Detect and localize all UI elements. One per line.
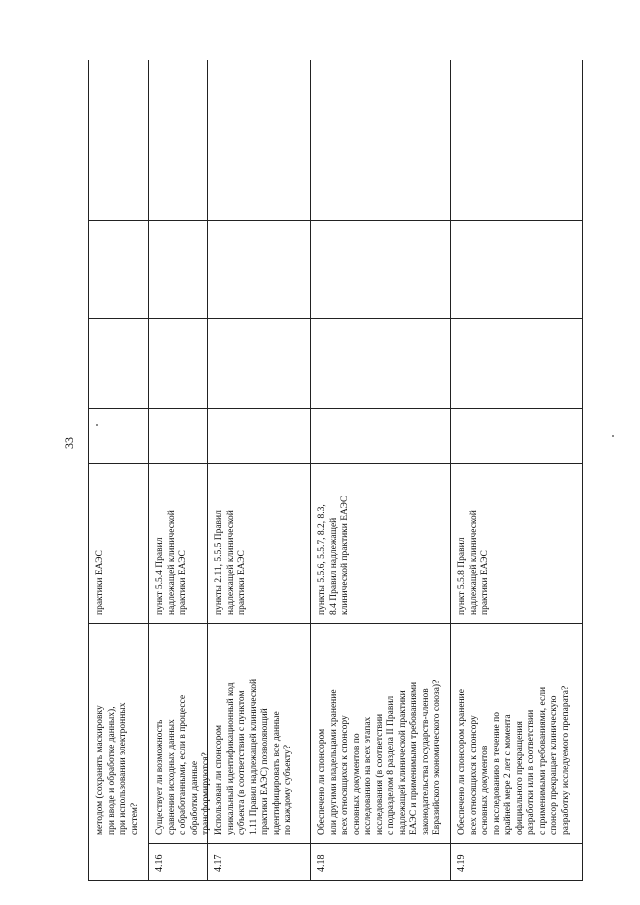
row-1-reference: пункт 5.5.4 Правил надлежащей клинической практики ЕАЭС: [155, 510, 188, 615]
column-divider: [88, 463, 583, 464]
table-border-bottom: [88, 880, 583, 881]
scan-speck: [96, 424, 98, 426]
column-divider: [88, 408, 583, 409]
row-divider: [310, 60, 311, 880]
column-divider: [88, 220, 583, 221]
column-divider: [88, 318, 583, 319]
row-2-reference: пункты 2.11, 5.5.5 Правил надлежащей клинической практики ЕАЭС: [214, 510, 247, 615]
table-border-right: [582, 60, 583, 880]
row-4-question: Обеспечено ли спонсором хранение всех относящихся к спонсору основных документов по исследованию в течение по крайней мере 2 лет с момента официального прекращения разработки или в соответствии с применимыми требованиями, если спонсор прекращает клиническую разработку исследуемого препарата?: [457, 685, 571, 835]
row-3-question: Обеспечено ли спонсором или другими владельцами хранение всех относящихся к спонсору основных документов по исследованию на всех этапах исследования (в соответствии с подразделом 8 раздела II Правил надлежащей клинической практики ЕАЭС и применимыми требованиями законодательства государств-членов Евразийского экономического союза)?: [317, 679, 442, 835]
row-2-number: 4.17: [213, 854, 224, 872]
row-4-reference: пункт 5.5.8 Правил надлежащей клинической практики ЕАЭС: [457, 510, 490, 615]
page-number: 33: [62, 437, 76, 449]
row-1-question: Существует ли возможность сравнения исходных данных с обработанными, если в процессе обработки данные трансформируются?: [155, 694, 211, 835]
row-0-reference: практики ЕАЭС: [95, 550, 105, 615]
row-divider: [450, 60, 451, 880]
row-1-number: 4.16: [154, 854, 165, 872]
row-3-number: 4.18: [316, 854, 327, 872]
row-0-question: методом (сохранять маскировку при вводе и обработке данных), при использовании электронных систем?: [95, 702, 140, 835]
row-2-question: Использован ли спонсором уникальный идентификационный код субъекта (в соответствии с пунктом 1.11 Правил надлежащей клинической практики ЕАЭС) позволяющий идентифицировать все данные по каждому субъекту?: [214, 678, 293, 835]
scan-speck: [612, 435, 614, 437]
column-divider: [148, 843, 583, 844]
column-divider: [88, 623, 583, 624]
row-4-number: 4.19: [456, 854, 467, 872]
row-3-reference: пункты 5.5.6, 5.5.7, 8.2, 8.3, 8.4 Правил надлежащей клинической практики ЕАЭС: [317, 495, 350, 615]
row-divider: [148, 60, 149, 880]
table-border-left: [88, 60, 89, 880]
